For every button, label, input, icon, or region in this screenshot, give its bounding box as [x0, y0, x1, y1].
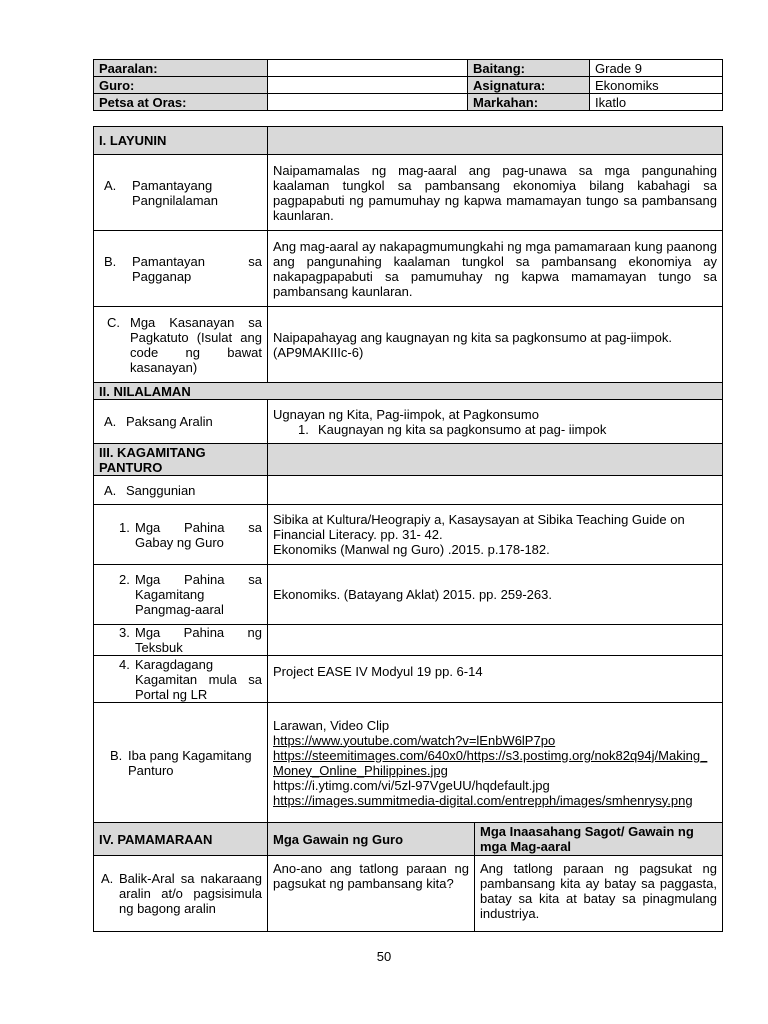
sanggunian-label: [94, 476, 268, 505]
kagamitan-heading-text: III. KAGAMITANG PANTURO: [99, 444, 206, 475]
kagamitan-heading: [94, 444, 268, 476]
asignatura-label: Asignatura:: [468, 77, 590, 94]
ytimg-url-text: https://i.ytimg.com/vi/5zl-97VgeUU/hqdefault.jpg: [273, 777, 550, 793]
iba-pang-kagamitan-line1: Larawan, Video Clip: [273, 717, 390, 733]
iba-pang-kagamitan-label: [94, 703, 268, 823]
asignatura-value: Ekonomiks: [590, 77, 723, 94]
markahan-value: Ikatlo: [590, 94, 723, 111]
sanggunian-label-text: Sanggunian: [126, 482, 196, 498]
layunin-b-label-text: Pamantayan sa Pagganap: [132, 253, 262, 284]
kagamitan-item-4-label-text: Karagdagang Kagamitan mula sa Portal ng LR: [135, 656, 262, 702]
nilalaman-a-label-text: Paksang Aralin: [126, 414, 213, 429]
layunin-a-label-text: Pamantayang Pangnilalaman: [132, 177, 219, 208]
kagamitan-item-3-label: [94, 625, 268, 656]
nilalaman-a-sub-text: Kaugnayan ng kita sa pagkonsumo at pag- iimpok: [318, 421, 607, 437]
kagamitan-item-1-label: [94, 505, 268, 565]
steemit-image-link[interactable]: https://steemitimages.com/640x0/https://s3.postimg.org/nok82q94j/Making_Money_Online_Philippines.jpg: [273, 747, 708, 778]
kagamitan-item-4-text: Project EASE IV Modyul 19 pp. 6-14: [268, 656, 723, 703]
kagamitan-item-2-label: [94, 565, 268, 625]
balik-aral-guro: Ano-ano ang tatlong paraan ng pagsukat ng pambansang kita?: [268, 856, 475, 932]
layunin-a-number: A.: [104, 177, 117, 193]
nilalaman-a-label: [94, 400, 268, 444]
kagamitan-item-3-text: [268, 625, 723, 656]
petsa-label: Petsa at Oras:: [94, 94, 268, 111]
layunin-c-number: C.: [107, 314, 120, 330]
petsa-value: [268, 94, 468, 111]
kagamitan-item-3-number: 3.: [119, 625, 130, 640]
baitang-value: Grade 9: [590, 60, 723, 77]
paaralan-value: [268, 60, 468, 77]
kagamitan-item-4-label: [94, 656, 268, 703]
kagamitan-item-3-label-text: Mga Pahina ng Teksbuk: [135, 625, 262, 655]
iba-pang-kagamitan-number: B.: [110, 747, 123, 763]
pamamaraan-heading: IV. PAMAMARAAN: [94, 823, 268, 856]
kagamitan-item-2-text: Ekonomiks. (Batayang Aklat) 2015. pp. 259-263.: [268, 565, 723, 625]
summitmedia-image-link[interactable]: https://images.summitmedia-digital.com/entrepph/images/smhenrysy.png: [273, 792, 693, 808]
guro-value: [268, 77, 468, 94]
kagamitan-item-1-text1: Sibika at Kultura/Heograpiy a, Kasaysayan at Sibika Teaching Guide on Financial Literacy. pp. 31- 42.: [273, 512, 685, 542]
kagamitan-item-1-text2: Ekonomiks (Manwal ng Guro) .2015. p.178-182.: [273, 542, 550, 557]
sanggunian-blank: [268, 476, 723, 505]
nilalaman-a-content: [268, 400, 723, 444]
layunin-b-number: B.: [104, 253, 117, 269]
header-info-table: [93, 59, 723, 111]
kagamitan-item-1-label-text: Mga Pahina sa Gabay ng Guro: [135, 519, 262, 550]
balik-aral-label: [94, 856, 268, 932]
baitang-label: Baitang:: [468, 60, 590, 77]
layunin-heading-blank: [268, 127, 723, 155]
sanggunian-number: A.: [104, 482, 117, 498]
layunin-a-text: Naipamamalas ng mag-aaral ang pag-unawa sa mga pangunahing kaalaman tungkol sa pambansang ekonomiya bilang kabahagi sa pagpapabuti ng pamumuhay ng kapwa mamamayan tungo sa pambansang kaunlaran.: [268, 155, 723, 231]
layunin-b-text: Ang mag-aaral ay nakapagmumungkahi ng mga pamamaraan kung paanong ang pangunahing kaalaman tungkol sa pambansang ekonomiya ay nakapagpapabuti sa pamumuhay ng kapwa mamamayan tungo sa pambansang kaunlaran.: [268, 231, 723, 307]
layunin-c-label: [94, 307, 268, 383]
kagamitan-item-1-content: [268, 505, 723, 565]
kagamitan-item-1-number: 1.: [119, 519, 130, 535]
iba-pang-kagamitan-label-text: Iba pang Kagamitang Panturo: [128, 747, 252, 778]
kagamitan-heading-blank: [268, 444, 723, 476]
youtube-link[interactable]: https://www.youtube.com/watch?v=lEnbW6lP7po: [273, 732, 556, 748]
balik-aral-number: A.: [101, 871, 114, 886]
balik-aral-sagot: Ang tatlong paraan ng pagsukat ng pambansang kita ay batay sa paggasta, batay sa kita at batay sa pinagmulang industriya.: [475, 856, 723, 932]
lesson-plan-table: [93, 126, 723, 932]
layunin-b-label: [94, 231, 268, 307]
layunin-heading: I. LAYUNIN: [94, 127, 268, 155]
kagamitan-item-2-number: 2.: [119, 572, 130, 587]
iba-pang-kagamitan-content: [268, 703, 723, 823]
guro-label: Guro:: [94, 77, 268, 94]
layunin-c-label-text: Mga Kasanayan sa Pagkatuto (Isulat ang code ng bawat kasanayan): [130, 314, 262, 375]
layunin-a-label: [94, 155, 268, 231]
inaasahang-sagot-heading: Mga Inaasahang Sagot/ Gawain ng mga Mag-aaral: [475, 823, 723, 856]
kagamitan-item-2-label-text: Mga Pahina sa Kagamitang Pangmag-aaral: [135, 572, 262, 617]
markahan-label: Markahan:: [468, 94, 590, 111]
balik-aral-label-text: Balik-Aral sa nakaraang aralin at/o pagsisimula ng bagong aralin: [119, 871, 262, 916]
nilalaman-a-number: A.: [104, 414, 117, 429]
gawain-ng-guro-heading: Mga Gawain ng Guro: [268, 823, 475, 856]
nilalaman-a-sub-number: 1.: [298, 421, 309, 437]
page-number: 50: [376, 949, 392, 964]
layunin-c-text: Naipapahayag ang kaugnayan ng kita sa pagkonsumo at pag-iimpok. (AP9MAKIIIc-6): [268, 307, 723, 383]
nilalaman-heading: II. NILALAMAN: [94, 383, 723, 400]
kagamitan-item-4-number: 4.: [119, 656, 130, 672]
nilalaman-a-text: Ugnayan ng Kita, Pag-iimpok, at Pagkonsumo: [273, 406, 539, 422]
paaralan-label: Paaralan:: [94, 60, 268, 77]
